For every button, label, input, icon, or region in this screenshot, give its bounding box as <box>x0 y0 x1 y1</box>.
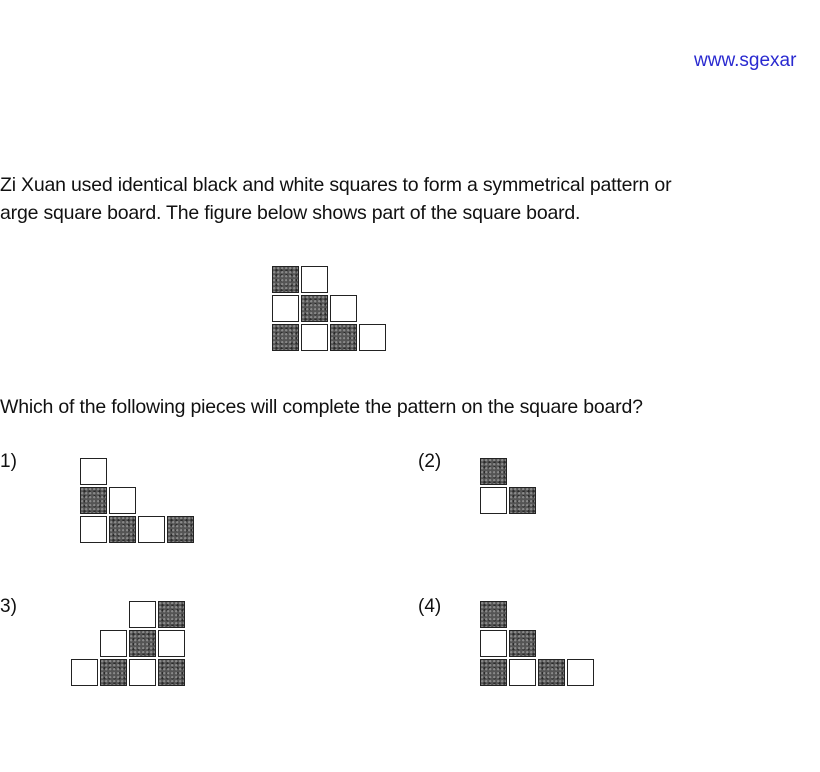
white-square <box>301 324 328 351</box>
white-square <box>158 630 185 657</box>
black-square <box>167 516 194 543</box>
question-text-line-2: arge square board. The figure below shows part of the square board. <box>0 202 581 224</box>
website-url: www.sgexar <box>694 50 797 71</box>
white-square <box>480 630 507 657</box>
white-square <box>509 659 536 686</box>
option-1-figure[interactable] <box>80 458 196 545</box>
white-square <box>100 630 127 657</box>
white-square <box>138 516 165 543</box>
white-square <box>129 659 156 686</box>
black-square <box>509 487 536 514</box>
white-square <box>80 516 107 543</box>
option-3-label[interactable]: 3) <box>0 596 17 617</box>
black-square <box>158 601 185 628</box>
black-square <box>480 659 507 686</box>
black-square <box>129 630 156 657</box>
option-2-label[interactable]: (2) <box>418 451 442 472</box>
option-3-figure[interactable] <box>71 601 187 688</box>
black-square <box>480 601 507 628</box>
white-square <box>567 659 594 686</box>
white-square <box>301 266 328 293</box>
black-square <box>480 458 507 485</box>
black-square <box>100 659 127 686</box>
white-square <box>129 601 156 628</box>
black-square <box>109 516 136 543</box>
option-4-figure[interactable] <box>480 601 596 688</box>
white-square <box>71 659 98 686</box>
black-square <box>158 659 185 686</box>
white-square <box>109 487 136 514</box>
question-text-line-1: Zi Xuan used identical black and white squares to form a symmetrical pattern or <box>0 174 672 196</box>
white-square <box>330 295 357 322</box>
black-square <box>538 659 565 686</box>
option-1-label[interactable]: 1) <box>0 451 17 472</box>
black-square <box>272 266 299 293</box>
question-prompt: Which of the following pieces will complete the pattern on the square board? <box>0 396 643 418</box>
white-square <box>359 324 386 351</box>
black-square <box>509 630 536 657</box>
main-figure <box>272 266 388 353</box>
option-2-figure[interactable] <box>480 458 538 516</box>
option-4-label[interactable]: (4) <box>418 596 442 617</box>
black-square <box>272 324 299 351</box>
black-square <box>80 487 107 514</box>
white-square <box>80 458 107 485</box>
black-square <box>330 324 357 351</box>
white-square <box>480 487 507 514</box>
white-square <box>272 295 299 322</box>
black-square <box>301 295 328 322</box>
